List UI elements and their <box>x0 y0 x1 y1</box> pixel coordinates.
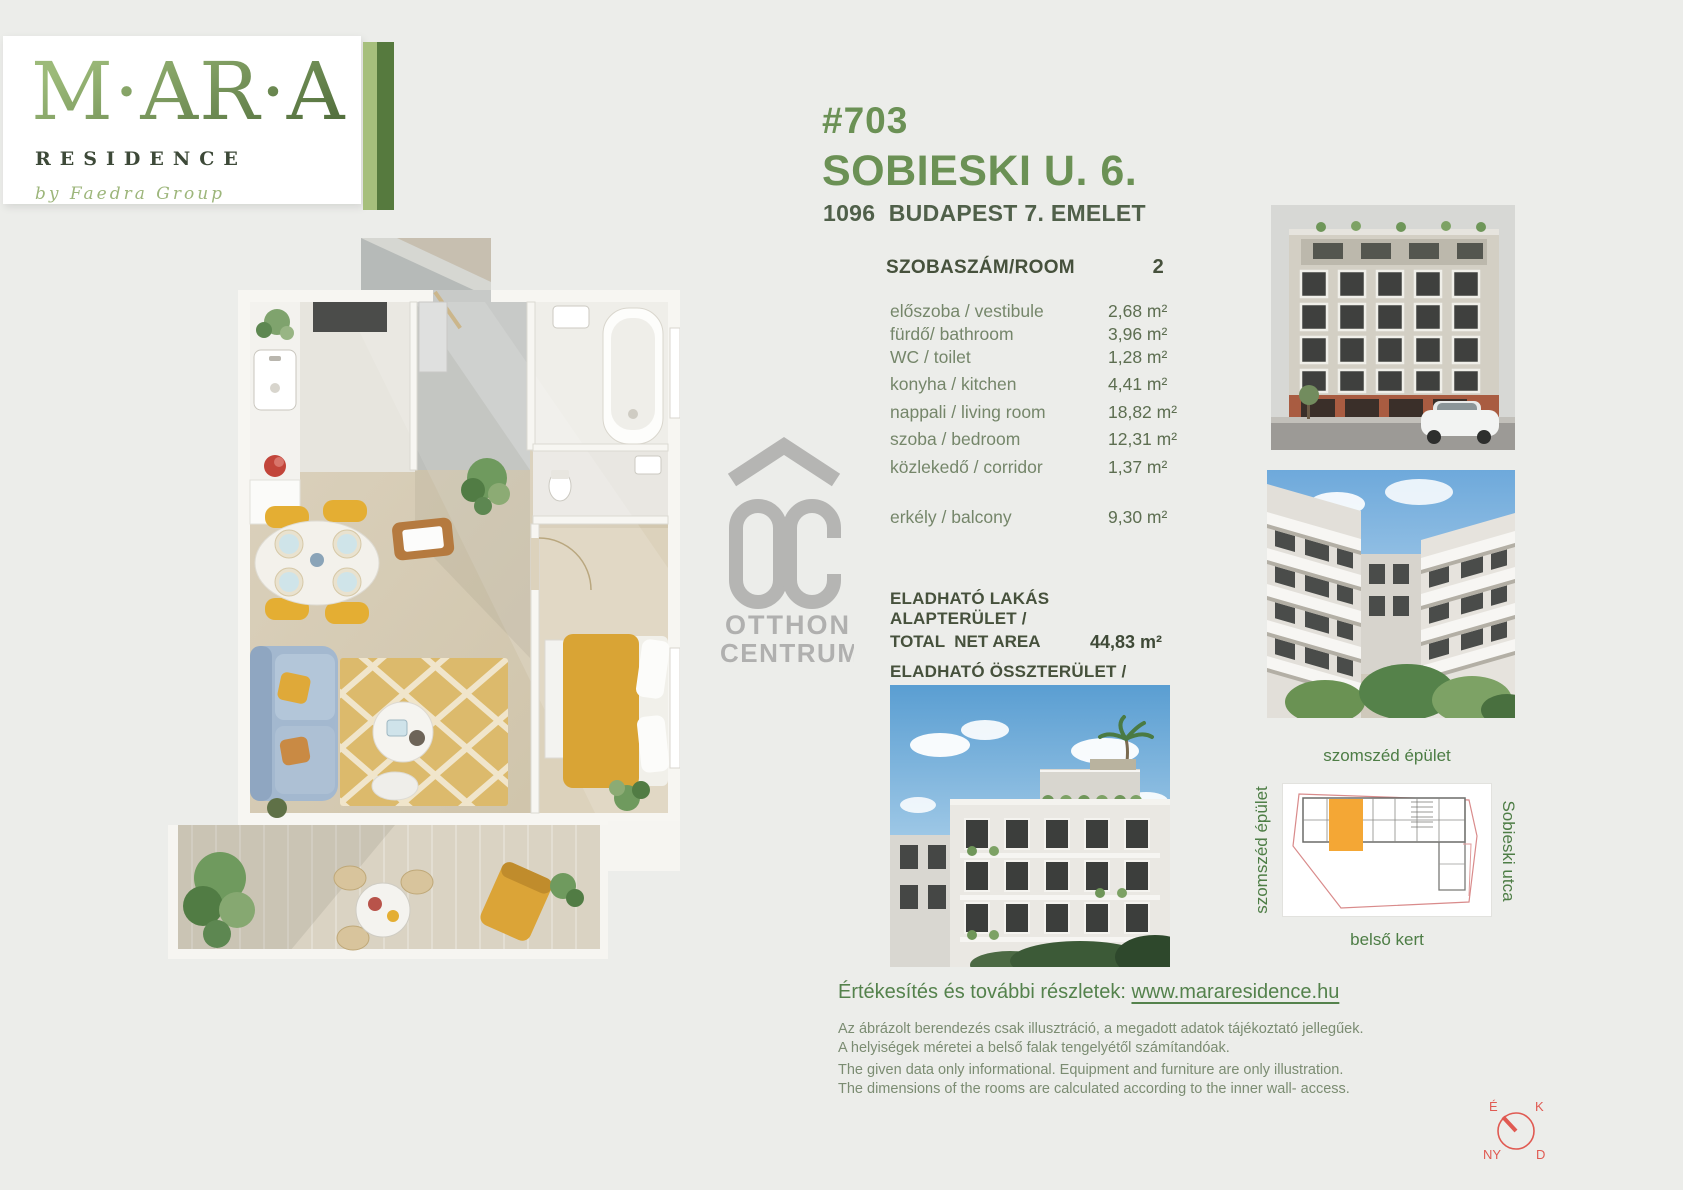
photo-courtyard-view <box>1267 470 1515 718</box>
photo-building-terrace <box>890 685 1170 967</box>
table-row <box>886 457 1178 484</box>
site-plan-label-right: Sobieski utca <box>1499 800 1518 902</box>
room-label: közlekedő / corridor <box>890 456 1043 477</box>
disclaimer-en-line1: The given data only informational. Equipment and furniture are only illustration. <box>838 1062 1344 1078</box>
room-area: 2,68 m² <box>1108 301 1168 321</box>
room-area: 1,37 m² <box>1108 456 1168 477</box>
compass-rose-icon <box>1473 1086 1561 1172</box>
site-plan-label-bottom: belső kert <box>1350 930 1424 949</box>
city-floor-line: 1096 BUDAPEST 7. EMELET <box>823 200 1146 226</box>
room-label: WC / toilet <box>890 347 971 367</box>
total-gross-label-hu: ELADHATÓ ÖSSZTERÜLET / <box>890 662 1127 681</box>
site-plan-label-top: szomszéd épület <box>1323 746 1451 765</box>
disclaimer-english <box>838 1061 1350 1099</box>
disclaimer-en-line2: The dimensions of the rooms are calculated according to the inner wall- access. <box>838 1081 1350 1097</box>
room-area: 18,82 m² <box>1108 401 1178 422</box>
otthon-centrum-logo <box>714 436 854 672</box>
room-area-table <box>886 256 1178 534</box>
site-plan-label-left: szomszéd épület <box>1252 786 1271 914</box>
apartment-floor-plan <box>165 238 680 965</box>
oc-logo-line1: OTTHON <box>725 610 851 640</box>
room-area: 12,31 m² <box>1108 429 1178 450</box>
brand-logo-card <box>3 36 361 204</box>
table-row <box>886 429 1178 456</box>
total-net-label-en: TOTAL NET AREA <box>890 632 1041 651</box>
table-row <box>886 324 1178 347</box>
brand-logo: M·AR·A <box>31 45 346 138</box>
room-table-header-label: SZOBASZÁM/ROOM <box>886 257 1075 278</box>
compass-south: D <box>1536 1147 1546 1162</box>
total-net-label-hu: ELADHATÓ LAKÁS ALAPTERÜLET / <box>890 589 1050 628</box>
compass-east: K <box>1535 1099 1544 1114</box>
page-title-street: SOBIESKI U. 6. <box>822 147 1138 195</box>
room-area: 1,28 m² <box>1108 347 1168 367</box>
room-count: 2 <box>1152 256 1164 278</box>
disclaimer-hungarian <box>838 1020 1364 1058</box>
brand-byline: by Faedra Group <box>35 184 226 204</box>
table-row <box>886 374 1178 401</box>
total-net-area-block <box>890 589 1162 653</box>
room-area: 3,96 m² <box>1108 324 1168 344</box>
disclaimer-hu-line1: Az ábrázolt berendezés csak illusztráció, a megadott adatok tájékoztató jellegűek. <box>838 1021 1364 1037</box>
disclaimer-hu-line2: A helyiségek méretei a belső falak tengelyétől számítandóak. <box>838 1040 1230 1056</box>
room-label: fürdő/ bathroom <box>890 324 1014 344</box>
site-plan-map <box>1283 784 1491 916</box>
table-row <box>886 507 1178 534</box>
compass-west: NY <box>1483 1147 1502 1162</box>
room-label: nappali / living room <box>890 401 1046 422</box>
photo-street-facade <box>1271 205 1515 450</box>
total-net-value: 44,83 m² <box>1089 632 1162 652</box>
compass-north: É <box>1489 1099 1498 1114</box>
highlighted-unit <box>1329 799 1363 851</box>
sales-contact-line <box>838 981 1339 1004</box>
room-label: előszoba / vestibule <box>890 301 1044 321</box>
room-label: szoba / bedroom <box>890 429 1021 450</box>
unit-number: #703 <box>822 100 909 141</box>
room-area: 4,41 m² <box>1108 374 1168 395</box>
room-label: konyha / kitchen <box>890 374 1017 395</box>
website-link[interactable]: www.mararesidence.hu <box>1131 981 1340 1003</box>
table-row <box>886 347 1178 374</box>
room-area: 9,30 m² <box>1108 506 1168 527</box>
room-label: erkély / balcony <box>890 506 1012 527</box>
logo-stripe-light <box>363 42 377 210</box>
oc-logo-line2: CENTRUM <box>720 638 854 668</box>
logo-stripe-dark <box>377 42 394 210</box>
sales-prefix: Értékesítés és további részletek: <box>838 981 1132 1003</box>
table-row <box>886 402 1178 429</box>
brand-residence-label: RESIDENCE <box>35 148 247 170</box>
room-table-header <box>886 256 1178 279</box>
table-row <box>886 301 1178 324</box>
